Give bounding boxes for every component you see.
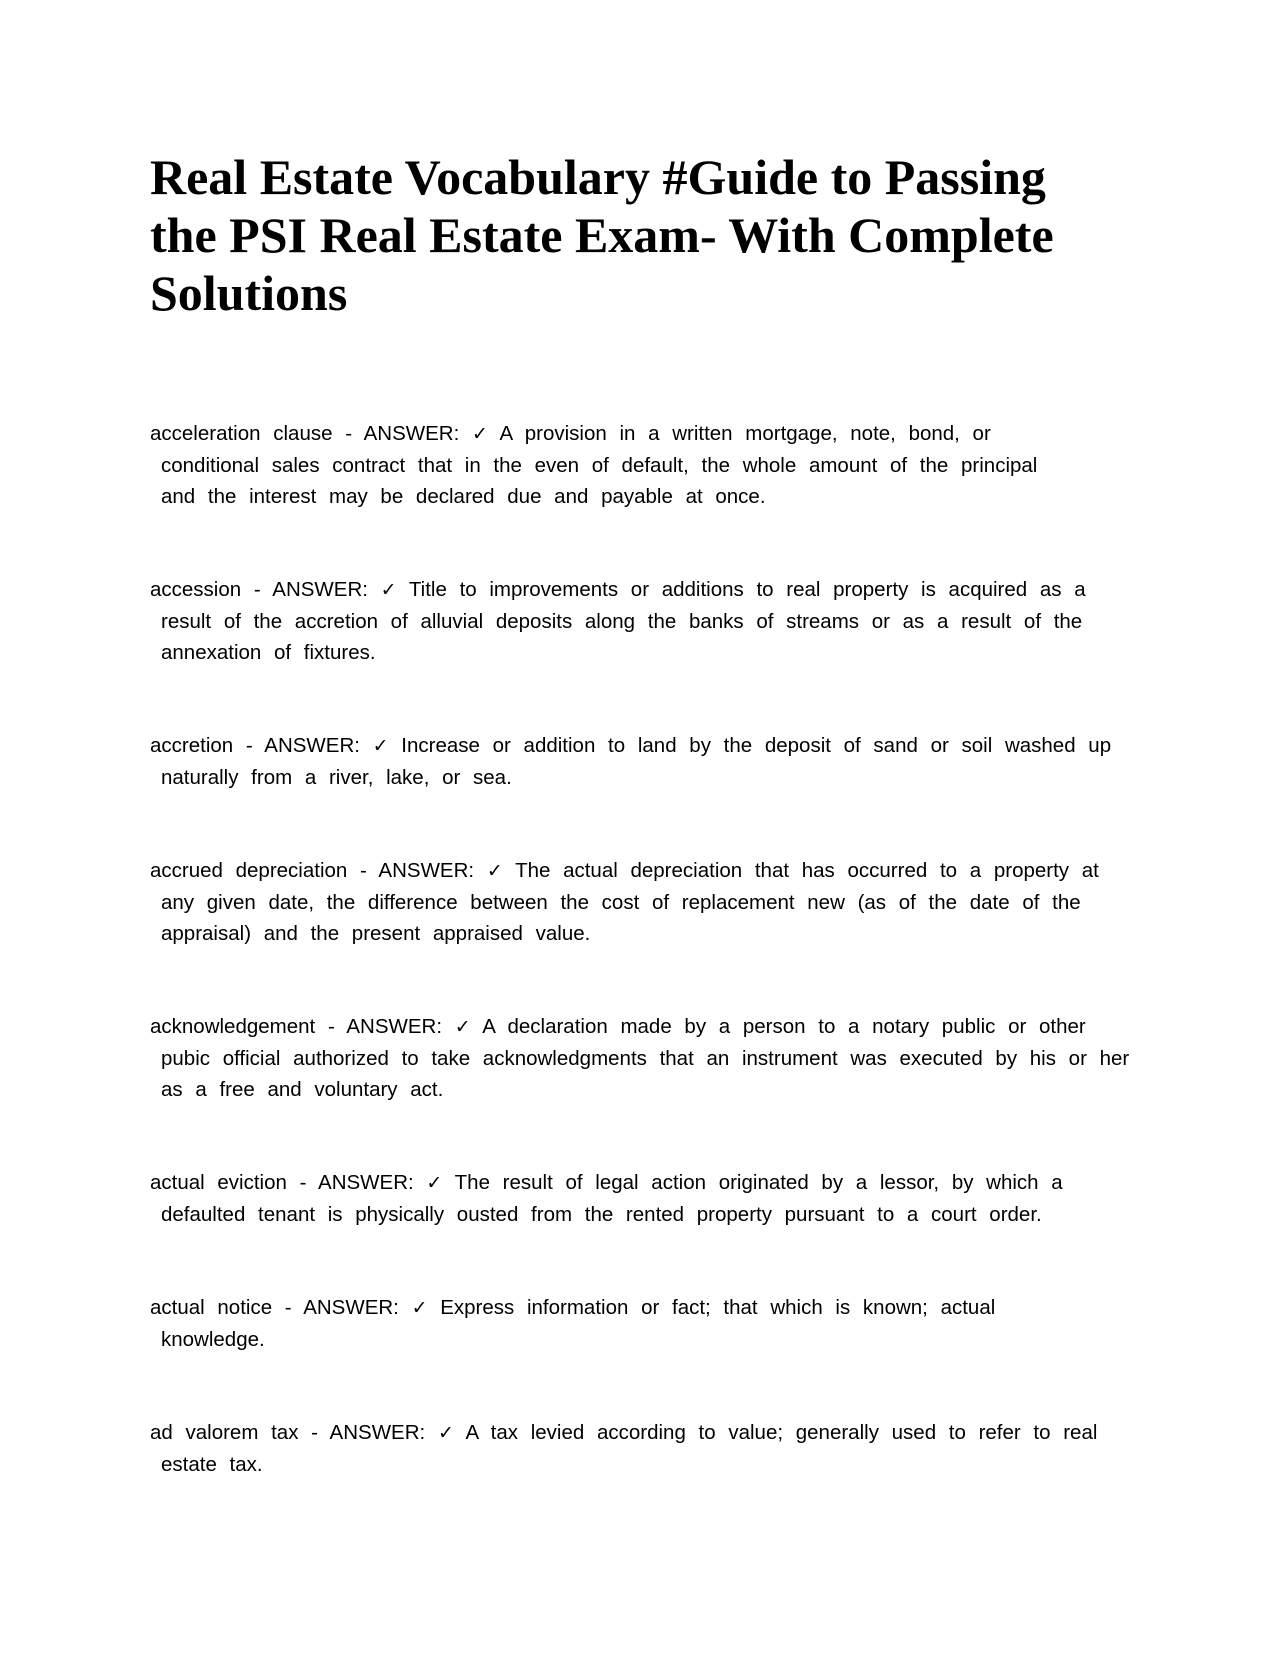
answer-label: ANSWER: xyxy=(329,1421,426,1444)
entry-definition: A declaration made by a person to a notary public or other pubic official authorized to take acknowledgments that an instrument was executed by his or her as a free and voluntary act. xyxy=(161,1015,1130,1101)
check-icon: ✓ xyxy=(411,1297,428,1319)
vocabulary-list xyxy=(150,418,1150,1480)
vocabulary-entry xyxy=(150,1167,1111,1230)
check-icon: ✓ xyxy=(426,1172,443,1194)
vocabulary-entry xyxy=(150,855,1121,949)
entry-term: actual eviction xyxy=(150,1171,287,1194)
answer-label: ANSWER: xyxy=(264,734,360,757)
entry-definition: Express information or fact; that which is known; actual knowledge. xyxy=(161,1296,996,1351)
entry-separator: - xyxy=(315,1015,347,1038)
vocabulary-entry xyxy=(150,730,1121,793)
entry-term: actual notice xyxy=(150,1296,273,1319)
entry-term: acknowledgement xyxy=(150,1015,316,1038)
vocabulary-entry xyxy=(150,418,1061,512)
answer-label: ANSWER: xyxy=(318,1171,414,1194)
entry-term: accession xyxy=(150,578,242,601)
entry-definition: Increase or addition to land by the deposit of sand or soil washed up naturally from a river, lake, or sea. xyxy=(161,734,1112,789)
entry-term: accretion xyxy=(150,734,234,757)
entry-separator: - xyxy=(286,1171,319,1194)
entry-separator: - xyxy=(332,422,364,445)
entry-separator: - xyxy=(233,734,265,757)
entry-definition: The actual depreciation that has occurred to a property at any given date, the difference between the cost of replacement new (as of the date of the appraisal) and the present appraised value. xyxy=(161,859,1099,945)
entry-separator: - xyxy=(298,1421,330,1444)
check-icon: ✓ xyxy=(471,423,488,445)
entry-definition: A tax levied according to value; generally used to refer to real estate tax. xyxy=(161,1421,1098,1476)
check-icon: ✓ xyxy=(380,579,397,601)
entry-term: ad valorem tax xyxy=(150,1421,299,1444)
entry-term: acceleration clause xyxy=(150,422,333,445)
check-icon: ✓ xyxy=(372,735,389,757)
answer-label: ANSWER: xyxy=(363,422,460,445)
document-title: Real Estate Vocabulary #Guide to Passing the PSI Real Estate Exam- With Complete Solutions xyxy=(150,149,1054,321)
check-icon: ✓ xyxy=(437,1422,454,1444)
check-icon: ✓ xyxy=(486,860,503,882)
check-icon: ✓ xyxy=(454,1016,471,1038)
entry-term: accrued depreciation xyxy=(150,859,348,882)
entry-definition: A provision in a written mortgage, note, bond, or conditional sales contract that in the even of default, the whole amount of the principal and the interest may be declared due and payable at once. xyxy=(161,422,1038,508)
answer-label: ANSWER: xyxy=(303,1296,399,1319)
entry-definition: The result of legal action originated by a lessor, by which a defaulted tenant is physically ousted from the rented property pursuant to a court order. xyxy=(161,1171,1063,1226)
entry-separator: - xyxy=(347,859,379,882)
answer-label: ANSWER: xyxy=(378,859,475,882)
entry-definition: Title to improvements or additions to real property is acquired as a result of the accretion of alluvial deposits along the banks of streams or as a result of the annexation of fixtures. xyxy=(161,578,1086,664)
entry-separator: - xyxy=(241,578,273,601)
vocabulary-entry xyxy=(150,1011,1136,1105)
vocabulary-entry xyxy=(150,574,1131,668)
vocabulary-entry xyxy=(150,1292,1041,1355)
answer-label: ANSWER: xyxy=(272,578,368,601)
entry-separator: - xyxy=(272,1296,304,1319)
vocabulary-entry xyxy=(150,1417,1101,1480)
answer-label: ANSWER: xyxy=(346,1015,443,1038)
